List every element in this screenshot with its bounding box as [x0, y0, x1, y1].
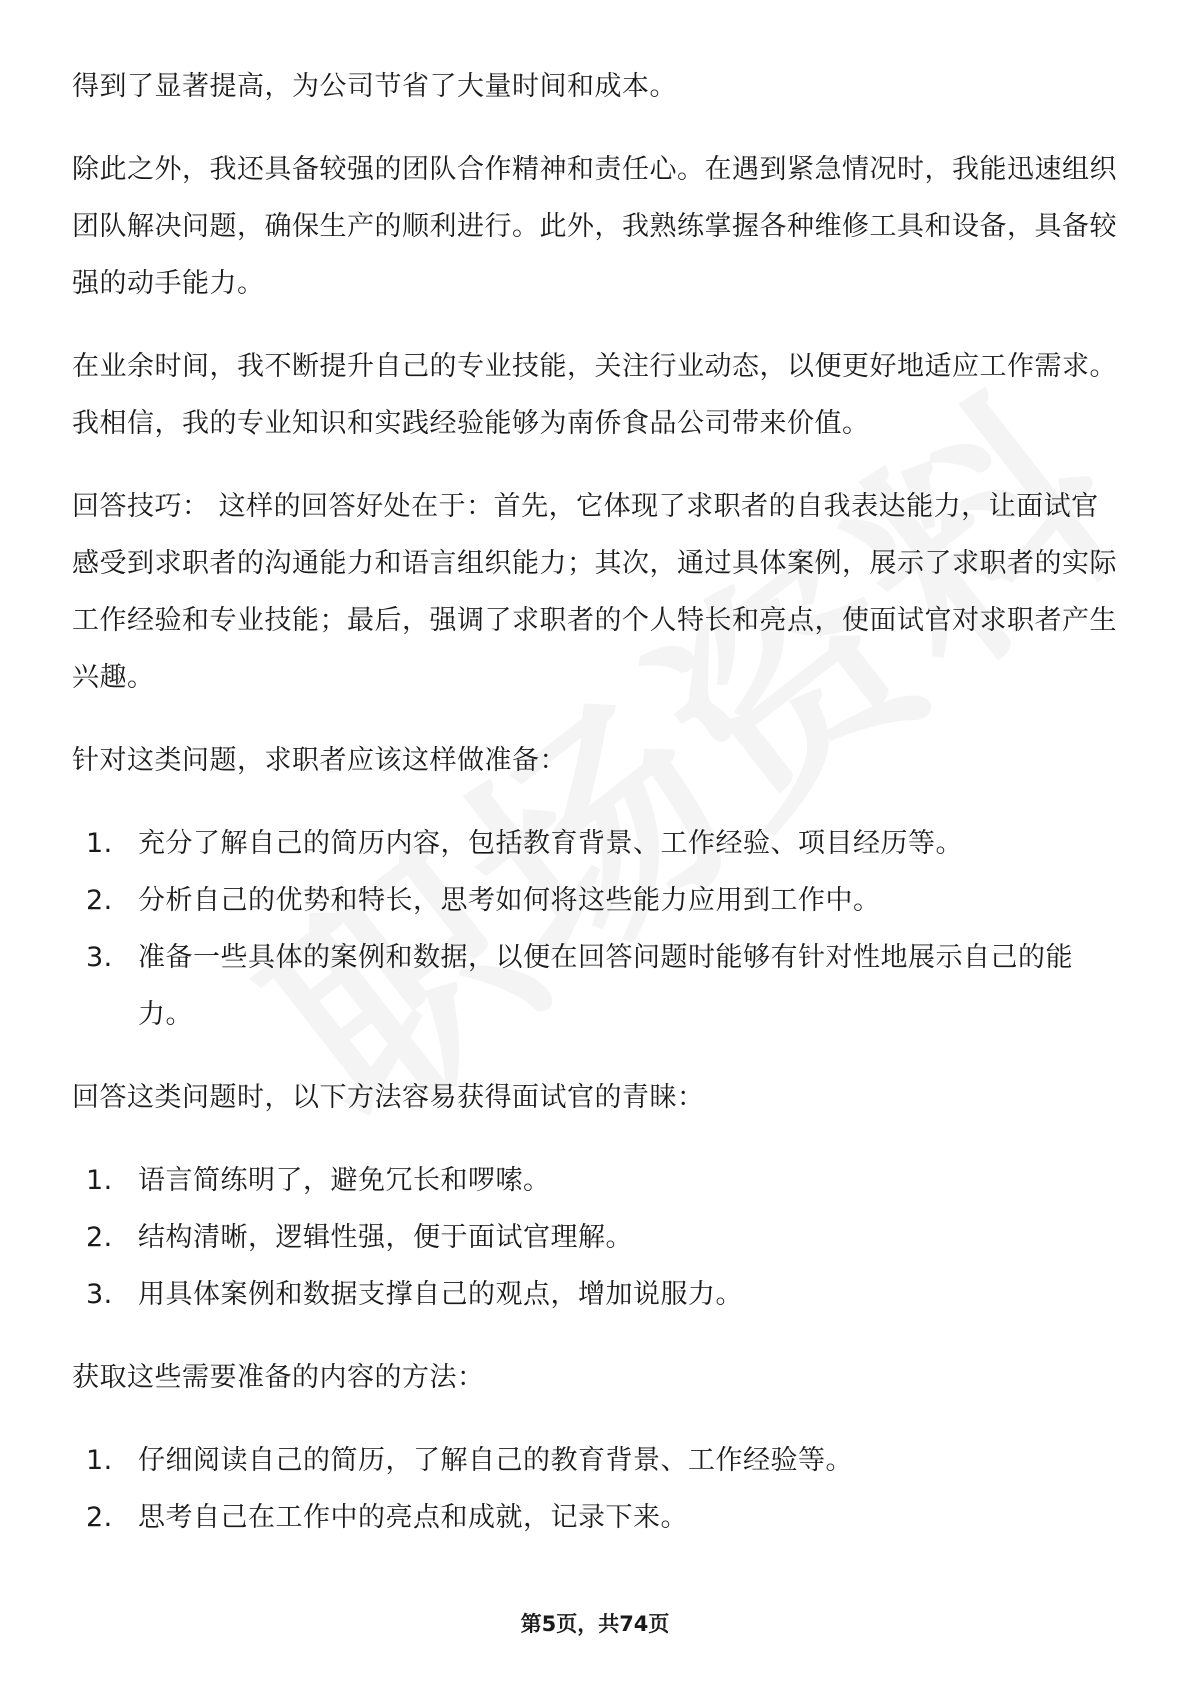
list-item [86, 1209, 1122, 1266]
paragraph-teamwork: 除此之外，我还具备较强的团队合作精神和责任心。在遇到紧急情况时，我能迅速组织团队解决问题，确保生产的顺利进行。此外，我熟练掌握各种维修工具和设备，具备较强的动手能力。 [72, 154, 1117, 299]
list-item-text: 仔细阅读自己的简历，了解自己的教育背景、工作经验等。 [138, 1445, 853, 1476]
list-item [86, 1152, 1122, 1209]
list-number: 2. [86, 1222, 113, 1253]
list-item-text: 充分了解自己的简历内容，包括教育背景、工作经验、项目经历等。 [138, 828, 963, 859]
list-item-text: 用具体案例和数据支撑自己的观点，增加说服力。 [138, 1279, 743, 1310]
document-body [72, 58, 1122, 1546]
list-number: 3. [86, 1279, 113, 1310]
heading-obtain: 获取这些需要准备的内容的方法： [72, 1362, 485, 1393]
paragraph-answer-tips: 回答技巧： 这样的回答好处在于：首先，它体现了求职者的自我表达能力，让面试官感受到求职者的沟通能力和语言组织能力；其次，通过具体案例，展示了求职者的实际工作经验和专业技能；最后，强调了求职者的个人特长和亮点，使面试官对求职者产生兴趣。 [72, 491, 1117, 693]
list-item [86, 929, 1122, 1043]
list-number: 1. [86, 1445, 113, 1476]
page-number: 第5页，共74页 [520, 1612, 670, 1636]
list-item-text: 语言简练明了，避免冗长和啰嗦。 [138, 1165, 551, 1196]
list-prepare [72, 815, 1122, 1043]
list-item [86, 1266, 1122, 1323]
list-number: 2. [86, 1502, 113, 1533]
list-item-text: 结构清晰，逻辑性强，便于面试官理解。 [138, 1222, 633, 1253]
list-number: 1. [86, 828, 113, 859]
list-item-text: 分析自己的优势和特长，思考如何将这些能力应用到工作中。 [138, 885, 881, 916]
list-number: 1. [86, 1165, 113, 1196]
list-number: 3. [86, 942, 113, 973]
list-item-text: 准备一些具体的案例和数据，以便在回答问题时能够有针对性地展示自己的能力。 [138, 942, 1073, 1030]
list-item [86, 1432, 1122, 1489]
list-obtain [72, 1432, 1122, 1546]
list-item [86, 872, 1122, 929]
list-methods [72, 1152, 1122, 1323]
list-item-text: 思考自己在工作中的亮点和成就，记录下来。 [138, 1502, 688, 1533]
heading-methods: 回答这类问题时，以下方法容易获得面试官的青睐： [72, 1082, 705, 1113]
heading-prepare: 针对这类问题，求职者应该这样做准备： [72, 745, 567, 776]
paragraph-self-improvement: 在业余时间，我不断提升自己的专业技能，关注行业动态，以便更好地适应工作需求。我相信，我的专业知识和实践经验能够为南侨食品公司带来价值。 [72, 351, 1117, 439]
paragraph-continuation: 得到了显著提高，为公司节省了大量时间和成本。 [72, 71, 677, 102]
list-item [86, 1489, 1122, 1546]
list-number: 2. [86, 885, 113, 916]
list-item [86, 815, 1122, 872]
